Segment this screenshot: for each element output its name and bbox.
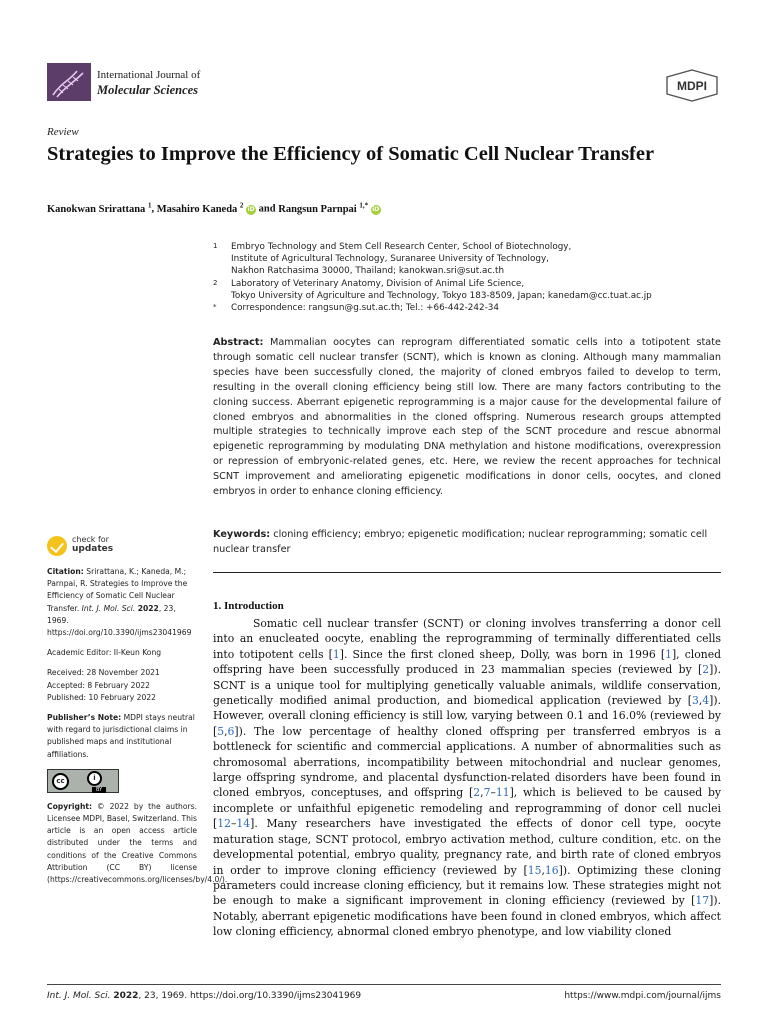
- journal-name-line1: International Journal of: [97, 69, 201, 81]
- keywords-text: cloning efficiency; embryo; epigenetic modification; nuclear reprogramming; somatic cell nuclear transfer: [213, 529, 708, 555]
- ref-link[interactable]: 5: [217, 724, 225, 738]
- article-title: Strategies to Improve the Efficiency of Somatic Cell Nuclear Transfer: [47, 143, 655, 165]
- publisher-note: [47, 712, 197, 761]
- page-header: [0, 0, 768, 120]
- history-dates: [47, 667, 197, 704]
- ref-link[interactable]: 11: [495, 786, 510, 800]
- affiliation-line: Tokyo University of Agriculture and Technology, Tokyo 183-8509, Japan; kanedam@cc.tuat.ac.jp: [231, 290, 652, 301]
- check-updates-line1: check for: [72, 535, 109, 544]
- orcid-icon[interactable]: iD: [372, 205, 380, 213]
- orcid-icon[interactable]: iD: [247, 205, 255, 213]
- citation-label: Citation:: [47, 567, 84, 576]
- journal-logo-icon: [47, 63, 91, 101]
- introduction-paragraph: Somatic cell nuclear transfer (SCNT) or cloning involves transferring a donor cell into an enucleated oocyte, enabling the reprogramming of terminally differentiated cells into totipotent cells [1]. Since the first cloned sheep, Dolly, was born in 1996 [1], cloned offspring have been successfully produced in 23 mammalian species (reviewed by [2]). SCNT is a unique tool for multiplying genetically valuable animals, wildlife conservation, genetically modified animal production, and biomedical application (reviewed by [3,4]). However, overall cloning efficiency is still low, varying between 0.1 and 16.0% (reviewed by [5,6]). The low percentage of healthy cloned offspring per transferred embryos is a bottleneck for scientific and commercial applications. A number of abnormalities such as chromosomal aberrations, incompatibility between mitochondrial and nuclear genomes, large offspring syndrome, and placental dysfunction-related disorders have been found in cloned embryos, conceptuses, and offspring [2,7–11], which is believed to be caused by incomplete or unfaithful epigenetic remodeling and reprogramming of donor cell nuclei [12–14]. Many researchers have investigated the effects of donor cell type, oocyte maturation stage, SCNT protocol, embryo activation method, culture condition, etc. on the developmental potential, embryo quality, pregnancy rate, and birth rate of cloned embryos in order to improve cloning efficiency (reviewed by [15,16]). Optimizing these cloning parameters could increase cloning efficiency, but it remains low. These strategies might not be enough to make a significant improvement in cloning efficiency (reviewed by [17]). Notably, aberrant epigenetic modifications have been found in cloned embryos, which affect low cloning efficiency, abnormal cloned embryo phenotype, and low viability cloned: [213, 617, 722, 939]
- ref-link[interactable]: 16: [544, 863, 559, 877]
- ref-link[interactable]: 2: [702, 663, 710, 677]
- cc-icon: cc: [52, 773, 69, 790]
- ref-link[interactable]: 2: [473, 786, 481, 800]
- author-name: Masahiro Kaneda $^2$ iD: [156, 201, 255, 215]
- abstract: [213, 336, 721, 500]
- footer-journal-url[interactable]: https://www.mdpi.com/journal/ijms: [564, 991, 721, 1001]
- publisher-note-text: MDPI stays neutral with regard to jurisdictional claims in published maps and institutional affiliations.: [47, 713, 195, 759]
- section-heading-introduction: 1. Introduction: [213, 600, 284, 612]
- date-published: Published: 10 February 2022: [47, 692, 156, 702]
- author-name: Rangsun Parnpai $^{1,*}$ iD: [278, 201, 380, 215]
- citation-journal: Int. J. Mol. Sci.: [81, 603, 136, 613]
- affiliation-line: 1 Embryo Technology and Stem Cell Research Center, School of Biotechnology,: [213, 242, 572, 252]
- affiliation-line: * Correspondence: rangsun@g.sut.ac.th; Tel.: +66-442-242-34: [213, 303, 499, 314]
- date-received: Received: 28 November 2021: [47, 668, 160, 678]
- affiliation-line: Institute of Agricultural Technology, Suranaree University of Technology,: [231, 254, 549, 265]
- affiliation-line: Nakhon Ratchasima 30000, Thailand; kanokwan.sri@sut.ac.th: [231, 266, 505, 277]
- footer-citation: [47, 991, 361, 1001]
- ref-link[interactable]: 1: [332, 647, 340, 661]
- copyright-text: © 2022 by the authors. Licensee MDPI, Basel, Switzerland. This article is an open access article distributed under the terms and conditions of the Creative Commons Attribution (CC BY) license (https://creativecommons.org/licenses/by/4.0/).: [47, 801, 228, 885]
- citation-year: 2022: [137, 603, 159, 613]
- check-updates-icon: [47, 536, 67, 556]
- author-affiliation-mark: 2: [239, 201, 244, 209]
- affiliation-mark: 1: [213, 242, 218, 250]
- abstract-text: Mammalian oocytes can reprogram differentiated somatic cells into a totipotent state through somatic cell nuclear transfer (SCNT), which is known as cloning. Although many mammalian species have been successfully cloned, the majority of cloned embryos failed to develop to term, resulting in the overall cloning efficiency being still low. There are many factors contributing to the cloning success. Aberrant epigenetic reprogramming is a major cause for the developmental failure of cloned embryos and abnormalities in the cloned offspring. Numerous research groups attempted multiple strategies to technically improve each step of the SCNT procedure and rescue abnormal epigenetic reprogramming by modulating DNA methylation and histone modifications, overexpression or repression of embryonic-related genes, etc. Here, we review the recent approaches for technical SCNT improvement and ameliorating epigenetic modifications in donor cells, oocytes, and cloned embryos in order to enhance cloning efficiency.: [213, 337, 721, 498]
- ref-link[interactable]: 12: [217, 817, 231, 831]
- affiliation-line: 2 Laboratory of Veterinary Anatomy, Division of Animal Life Science,: [213, 278, 525, 289]
- author-list: Kanokwan Srirattana $^1$, Masahiro Kaneda $^2$ iD and Rangsun Parnpai $^{1,*}$ iD: [47, 201, 380, 215]
- copyright-label: Copyright:: [47, 801, 93, 811]
- footer-year: 2022: [113, 991, 139, 1001]
- ref-link[interactable]: 15: [527, 863, 542, 877]
- cc-by-label: BY: [92, 787, 106, 793]
- check-updates-line2: updates: [72, 544, 114, 554]
- author-name: Kanokwan Srirattana $^1$: [47, 201, 152, 215]
- affiliations: [213, 241, 733, 314]
- academic-editor: Academic Editor: Il-Keun Kong: [47, 648, 162, 658]
- citation-doi[interactable]: , 23, 1969. https://doi.org/10.3390/ijms23041969: [47, 603, 192, 638]
- citation-block: [47, 566, 197, 639]
- section-divider: [213, 572, 721, 573]
- ref-link[interactable]: 7: [483, 786, 491, 800]
- author-affiliation-mark: 1: [147, 201, 152, 209]
- affiliation-mark: 2: [213, 278, 218, 287]
- check-for-updates-button[interactable]: [47, 534, 197, 560]
- ref-link[interactable]: 17: [695, 894, 710, 908]
- ref-link[interactable]: 3: [691, 694, 699, 708]
- abstract-label: Abstract:: [213, 337, 264, 348]
- ref-link[interactable]: 14: [236, 817, 251, 831]
- affiliation-mark: *: [213, 303, 217, 312]
- ref-link[interactable]: 1: [665, 647, 672, 661]
- keywords: [213, 528, 721, 557]
- journal-name-line2: Molecular Sciences: [97, 83, 199, 97]
- publisher-note-label: Publisher’s Note:: [47, 713, 122, 723]
- footer-divider: [47, 984, 721, 985]
- svg-text:MDPI: MDPI: [677, 79, 707, 93]
- cc-license-badge[interactable]: [47, 769, 119, 793]
- citation-text: Srirattana, K.; Kaneda, M.; Parnpai, R. Strategies to Improve the Efficiency of Somatic Cell Nuclear Transfer.: [47, 567, 188, 613]
- article-type: Review: [47, 126, 79, 138]
- attribution-person-icon: i: [87, 771, 102, 786]
- ref-link[interactable]: 6: [227, 724, 235, 738]
- author-affiliation-mark: 1,*: [359, 201, 369, 209]
- footer-doi[interactable]: , 23, 1969. https://doi.org/10.3390/ijms23041969: [138, 991, 362, 1001]
- mdpi-logo-icon: [665, 69, 719, 102]
- keywords-label: Keywords:: [213, 529, 271, 540]
- date-accepted: Accepted: 8 February 2022: [47, 680, 150, 690]
- ref-link[interactable]: 4: [702, 694, 710, 708]
- footer-journal: Int. J. Mol. Sci.: [47, 991, 111, 1001]
